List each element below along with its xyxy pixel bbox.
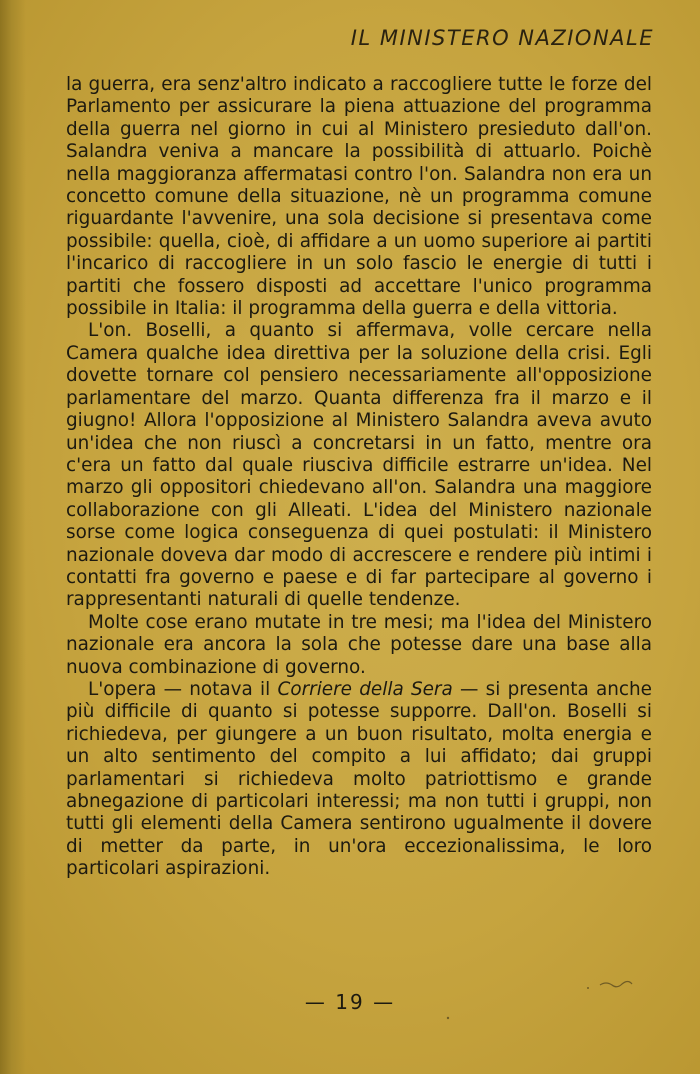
page-number: — 19 —: [304, 990, 396, 1014]
body-text: [66, 74, 652, 881]
paragraph-3: Molte cose erano mutate in tre mesi; ma l'idea del Ministero nazionale era ancora la sola che potesse dare una base alla nuova combinazione di governo.: [66, 611, 652, 678]
paragraph-4-rest: — si presenta anche più difficile di quanto si potesse supporre. Dall'on. Boselli si richiedeva, per giungere a un buon risultato, molta energia e un alto sentimento del compito a lui affidato; dai gruppi parlamentari si richiedeva molto patriottismo e grande abnegazione di particolari interessi; ma non tutti i gruppi, non tutti gli elementi della Camera sentirono ugualmente il dovere di metter da parte, in un'ora eccezionalissima, le loro particolari aspirazioni.: [66, 678, 652, 880]
newspaper-title: Corriere della Sera: [277, 678, 453, 700]
paragraph-4: [66, 679, 652, 881]
paragraph-2: L'on. Boselli, a quanto si affermava, volle cercare nella Camera qualche idea direttiva per la soluzione della crisi. Egli dovette tornare col pensiero necessariamente all'opposizione parlamentare del marzo. Quanta differenza fra il marzo e il giugno! Allora l'opposizione al Ministero Salandra aveva avuto un'idea che non riuscì a concretarsi in un fatto, mentre ora c'era un fatto dal quale riusciva difficile estrarre un'idea. Nel marzo gli oppositori chiedevano all'on. Salandra una maggiore collaborazione con gli Alleati. L'idea del Ministero nazionale sorse come logica conseguenza di quei postulati: il Ministero nazionale doveva dar modo di accrescere e rendere più intimi i contatti fra governo e paese e di far partecipare al governo i rappresentanti naturali di quelle tendenze.: [66, 320, 652, 611]
paragraph-1: la guerra, era senz'altro indicato a raccogliere tutte le forze del Parlamento per assicurare la piena attuazione del programma della guerra nel giorno in cui al Ministero presieduto dall'on. Salandra veniva a mancare la possibilità di attuarlo. Poichè nella maggioranza affermatasi contro l'on. Salandra non era un concetto comune della situazione, nè un programma comune riguardante l'avvenire, una sola decisione si presentava come possibile: quella, cioè, di affidare a un uomo superiore ai partiti l'incarico di raccogliere in un solo fascio le energie di tutti i partiti che fossero disposti ad accettare l'unico programma possibile in Italia: il programma della guerra e della vittoria.: [66, 74, 652, 320]
running-header: IL MINISTERO NAZIONALE: [350, 26, 654, 50]
paragraph-4-start: L'opera — notava il: [88, 678, 278, 700]
